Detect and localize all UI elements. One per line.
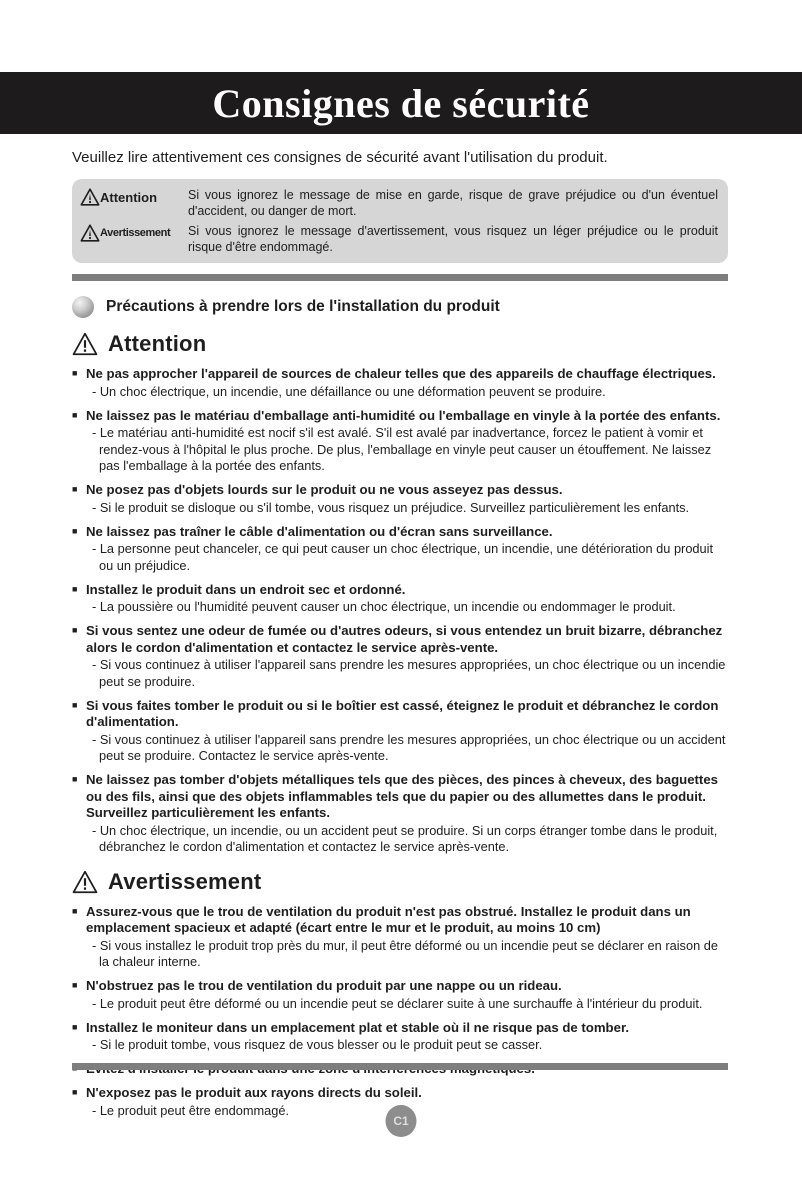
- square-bullet-icon: ■: [72, 409, 78, 420]
- item-detail: - Le matériau anti-humidité est nocif s'il est avalé. S'il est avalé par inadvertance, forcez le patient à vomir et rendez-vous à l'hôpital le plus proche. De plus, l'emballage en vinyle peut causer un étouffement. Ne laissez pas l'emballage à la portée des enfants.: [92, 425, 712, 473]
- page-title-bar: [0, 72, 802, 134]
- item-heading: Si vous faites tomber le produit ou si le boîtier est cassé, éteignez le produit et débranchez le cordon d'alimentation.: [86, 697, 719, 729]
- square-bullet-icon: ■: [72, 484, 78, 494]
- section-divider: [72, 274, 728, 281]
- item-detail: - Un choc électrique, un incendie, une défaillance ou une déformation peuvent se produire.: [92, 383, 606, 399]
- list-item: [72, 524, 728, 575]
- notice-label-text: Attention: [100, 189, 158, 205]
- list-item: [72, 1020, 728, 1054]
- list-item: [72, 698, 728, 765]
- section-heading: [72, 296, 728, 318]
- notice-label-text: Avertissement: [100, 227, 171, 239]
- item-detail: - Le produit peut être endommagé.: [92, 1102, 290, 1118]
- list-item: [72, 366, 728, 400]
- item-heading: Ne posez pas d'objets lourds sur le produit ou ne vous asseyez pas dessus.: [86, 482, 563, 497]
- square-bullet-icon: ■: [72, 774, 78, 784]
- notice-text: Si vous ignorez le message d'avertissement, vous risquez un léger préjudice ou le produit risque d'être endommagé.: [188, 224, 718, 254]
- attention-heading-label: Attention: [108, 331, 207, 356]
- item-heading: Ne laissez pas le matériau d'emballage anti-humidité ou l'emballage en vinyle à la portée des enfants.: [86, 407, 721, 423]
- list-item: [72, 623, 728, 690]
- warning-triangle-icon: [80, 188, 100, 206]
- item-detail: - Un choc électrique, un incendie, ou un accident peut se produire. Si un corps étranger tombe dans le produit, débranchez le cordon d'alimentation et contactez le service après-vente.: [92, 822, 718, 854]
- item-detail: - Si vous continuez à utiliser l'appareil sans prendre les mesures appropriées, un choc électrique ou un accident peut se produire. Contactez le service après-vente.: [92, 731, 726, 763]
- square-bullet-icon: ■: [72, 980, 78, 990]
- item-detail: - La personne peut chanceler, ce qui peut causer un choc électrique, un incendie, une détérioration du produit ou un préjudice.: [92, 541, 714, 573]
- attention-heading: [72, 331, 728, 357]
- item-heading: N'obstruez pas le trou de ventilation du produit par une nappe ou un rideau.: [86, 978, 562, 993]
- item-heading: Si vous sentez une odeur de fumée ou d'autres odeurs, si vous entendez un bruit bizarre, débranchez alors le cordon d'alimentation et contactez le service après-vente.: [86, 623, 723, 655]
- list-item: [72, 772, 728, 856]
- notice-label: [80, 223, 188, 242]
- item-heading: Installez le moniteur dans un emplacement plat et stable où il ne risque pas de tomber.: [86, 1019, 630, 1035]
- footer-divider: [72, 1063, 728, 1070]
- avertissement-list: [72, 904, 728, 1120]
- item-heading: Ne laissez pas traîner le câble d'alimentation ou d'écran sans surveillance.: [86, 523, 553, 539]
- warning-triangle-icon: [72, 332, 98, 356]
- attention-list: [72, 366, 728, 856]
- item-detail: - Si le produit se disloque ou s'il tombe, vous risquez un préjudice. Surveillez particulièrement les enfants.: [92, 499, 690, 515]
- square-bullet-icon: ■: [72, 1021, 78, 1032]
- item-heading: Installez le produit dans un endroit sec et ordonné.: [86, 581, 406, 597]
- notice-label: [80, 187, 188, 206]
- warning-triangle-icon: [72, 870, 98, 894]
- sphere-bullet-icon: [72, 296, 94, 318]
- notice-row-avertissement: [80, 223, 718, 255]
- list-item: [72, 582, 728, 616]
- avertissement-heading: [72, 869, 728, 895]
- page-number-badge: C1: [386, 1105, 417, 1137]
- notice-row-attention: [80, 187, 718, 219]
- square-bullet-icon: ■: [72, 583, 78, 594]
- page-title: Consignes de sécurité: [212, 80, 590, 126]
- page-content: [0, 149, 802, 1119]
- list-item: [72, 408, 728, 475]
- square-bullet-icon: ■: [72, 525, 78, 536]
- warning-triangle-icon: [80, 224, 100, 242]
- item-detail: - La poussière ou l'humidité peuvent causer un choc électrique, un incendie ou endommager le produit.: [92, 599, 676, 614]
- item-detail: - Si vous installez le produit trop près du mur, il peut être déformé ou un incendie peut se déclarer en raison de la chaleur interne.: [92, 937, 718, 969]
- intro-text: Veuillez lire attentivement ces consignes de sécurité avant l'utilisation du produit.: [72, 149, 608, 166]
- square-bullet-icon: ■: [72, 699, 78, 710]
- item-detail: - Si vous continuez à utiliser l'appareil sans prendre les mesures appropriées, un choc électrique ou un incendie peut se produire.: [92, 657, 726, 689]
- square-bullet-icon: ■: [72, 1087, 78, 1097]
- item-heading: N'exposez pas le produit aux rayons directs du soleil.: [86, 1085, 422, 1100]
- notice-box: [72, 179, 728, 263]
- item-detail: - Si le produit tombe, vous risquez de vous blesser ou le produit peut se casser.: [92, 1037, 543, 1052]
- list-item: [72, 978, 728, 1012]
- square-bullet-icon: ■: [72, 368, 78, 378]
- square-bullet-icon: ■: [72, 625, 78, 635]
- section-title: Précautions à prendre lors de l'installation du produit: [106, 298, 500, 315]
- square-bullet-icon: ■: [72, 905, 78, 916]
- list-item: [72, 904, 728, 971]
- item-heading: Ne pas approcher l'appareil de sources de chaleur telles que des appareils de chauffage électriques.: [86, 366, 716, 381]
- item-heading: Assurez-vous que le trou de ventilation du produit n'est pas obstrué. Installez le produit dans un emplacement spacieux et adapté (écart entre le mur et le produit, au moins 10 cm): [86, 903, 691, 935]
- notice-text: Si vous ignorez le message de mise en garde, risque de grave préjudice ou d'un éventuel d'accident, ou danger de mort.: [188, 188, 718, 218]
- list-item: [72, 482, 728, 516]
- item-detail: - Le produit peut être déformé ou un incendie peut se déclarer suite à une surchauffe à l'intérieur du produit.: [92, 995, 703, 1011]
- item-heading: Ne laissez pas tomber d'objets métalliques tels que des pièces, des pinces à cheveux, des baguettes ou des fils, ainsi que des objets inflammables tels que du papier ou des allumettes dans le produit. Surveillez particulièrement les enfants.: [86, 772, 718, 820]
- avertissement-heading-label: Avertissement: [108, 868, 262, 894]
